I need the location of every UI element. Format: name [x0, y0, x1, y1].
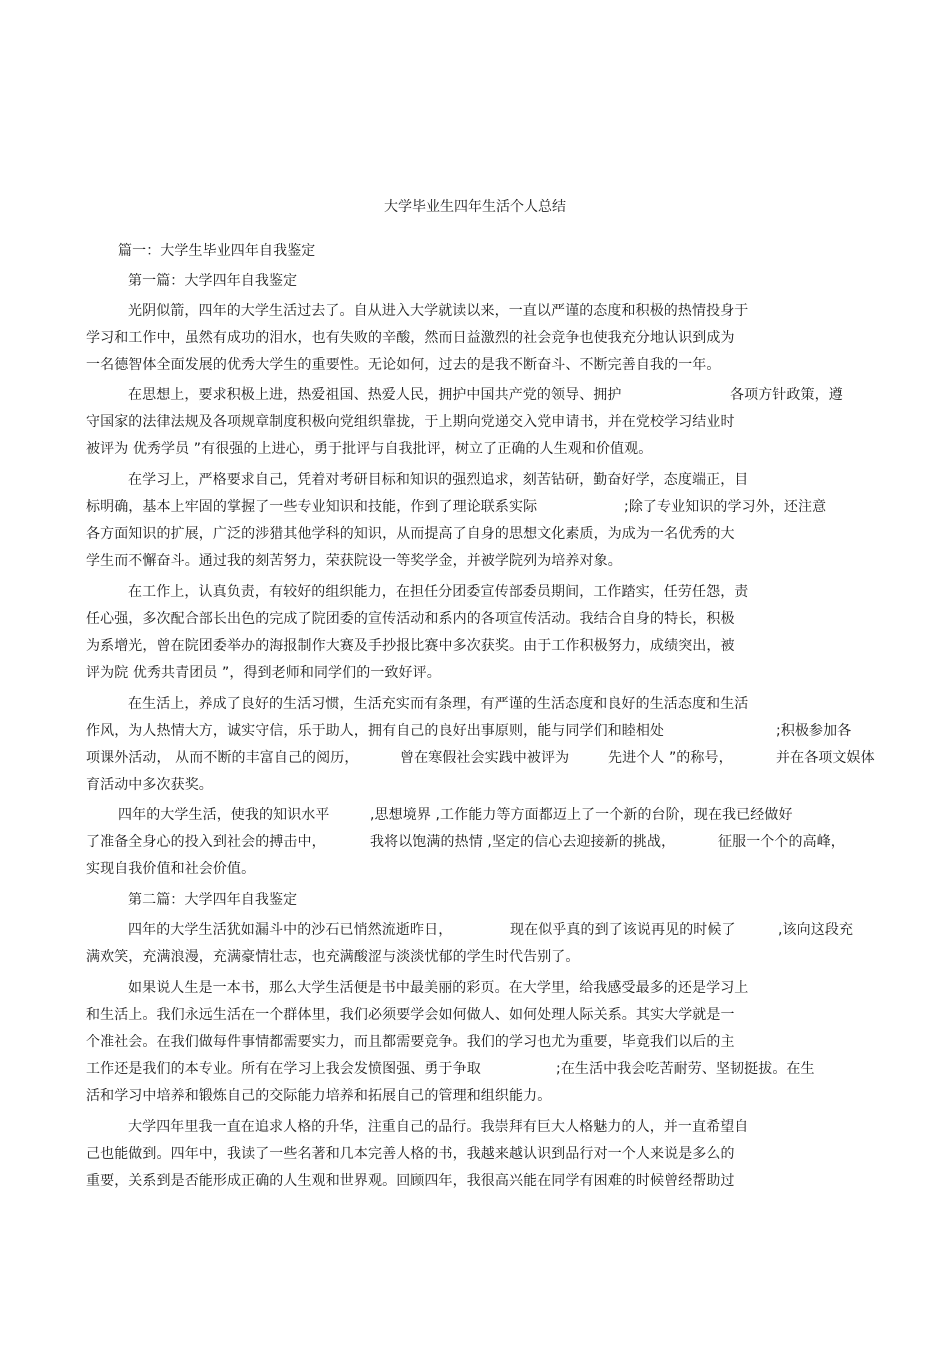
text-line: ;积极参加各 — [776, 723, 852, 739]
section-heading: 第一篇：大学四年自我鉴定 — [128, 273, 298, 289]
text-line: 为系增光，曾在院团委举办的海报制作大赛及手抄报比赛中多次获奖。由于工作积极努力，成绩突出，被 — [86, 638, 735, 654]
text-line: 工作还是我们的本专业。所有在学习上我会发愤图强、勇于争取 — [86, 1061, 481, 1077]
section-heading: 第二篇：大学四年自我鉴定 — [128, 892, 298, 908]
text-line: 满欢笑，充满浪漫，充满豪情壮志，也充满酸涩与淡淡忧郁的学生时代告别了。 — [86, 949, 580, 965]
text-line: ,思想境界 ,工作能力等方面都迈上了一个新的台阶，现在我已经做好 — [370, 807, 793, 823]
text-line: 标明确，基本上牢固的掌握了一些专业知识和技能，作到了理论联系实际 — [86, 499, 538, 515]
text-line: 先进个人 ”的称号， — [608, 750, 733, 766]
text-line: 如果说人生是一本书，那么大学生活便是书中最美丽的彩页。在大学里，给我感受最多的还是学习上 — [128, 980, 749, 996]
text-line: 项课外活动， 从而不断的丰富自己的阅历， — [86, 750, 359, 766]
text-line: 评为院 优秀共青团员 ”，得到老师和同学们的一致好评。 — [86, 665, 441, 681]
text-line: 在学习上，严格要求自己，凭着对考研目标和知识的强烈追求，刻苦钻研，勤奋好学，态度端正，目 — [128, 472, 749, 488]
text-line: 重要，关系到是否能形成正确的人生观和世界观。回顾四年，我很高兴能在同学有困难的时候曾经帮助过 — [86, 1173, 735, 1189]
text-line: 曾在寒假社会实践中被评为 — [400, 750, 570, 766]
part-heading: 篇一：大学生毕业四年自我鉴定 — [118, 243, 316, 259]
text-line: 大学四年里我一直在追求人格的升华，注重自己的品行。我崇拜有巨大人格魅力的人，并一直希望自 — [128, 1119, 749, 1135]
text-line: 作风，为人热情大方，诚实守信，乐于助人，拥有自己的良好出事原则，能与同学们和睦相处 — [86, 723, 665, 739]
text-line: 实现自我价值和社会价值。 — [86, 861, 256, 877]
text-line: 并在各项文娱体 — [776, 750, 875, 766]
text-line: 光阴似箭，四年的大学生活过去了。自从进入大学就读以来，一直以严谨的态度和积极的热情投身于 — [128, 303, 749, 319]
text-line: 守国家的法律法规及各项规章制度积极向党组织靠拢，于上期向党递交入党申请书，并在党校学习结业时 — [86, 414, 735, 430]
text-line: 学习和工作中，虽然有成功的泪水，也有失败的辛酸，然而日益激烈的社会竞争也使我充分地认识到成为 — [86, 330, 735, 346]
text-line: 四年的大学生活，使我的知识水平 — [118, 807, 330, 823]
text-line: 和生活上。我们永远生活在一个群体里，我们必须要学会如何做人、如何处理人际关系。其实大学就是一 — [86, 1007, 735, 1023]
text-line: 任心强，多次配合部长出色的完成了院团委的宣传活动和系内的各项宣传活动。我结合自身的特长，积极 — [86, 611, 735, 627]
text-line: 各项方针政策，遵 — [730, 387, 843, 403]
text-line: 征服一个个的高峰， — [718, 834, 845, 850]
text-line: 在工作上，认真负责，有较好的组织能力，在担任分团委宣传部委员期间，工作踏实，任劳任怨，责 — [128, 584, 749, 600]
text-line: 我将以饱满的热情 ,坚定的信心去迎接新的挑战， — [370, 834, 676, 850]
text-line: 己也能做到。四年中，我读了一些名著和几本完善人格的书，我越来越认识到品行对一个人来说是多么的 — [86, 1146, 735, 1162]
text-line: 一名德智体全面发展的优秀大学生的重要性。无论如何，过去的是我不断奋斗、不断完善自我的一年。 — [86, 357, 721, 373]
text-line: 了准备全身心的投入到社会的搏击中， — [86, 834, 326, 850]
text-line: 育活动中多次获奖。 — [86, 777, 213, 793]
text-line: ;在生活中我会吃苦耐劳、坚韧挺拔。在生 — [556, 1061, 815, 1077]
text-line: 个准社会。在我们做每件事情都需要实力，而且都需要竞争。我们的学习也尤为重要，毕竟我们以后的主 — [86, 1034, 735, 1050]
text-line: 四年的大学生活犹如漏斗中的沙石已悄然流逝昨日， — [128, 922, 453, 938]
text-line: 活和学习中培养和锻炼自己的交际能力培养和拓展自己的管理和组织能力。 — [86, 1088, 552, 1104]
text-line: 在思想上，要求积极上进，热爱祖国、热爱人民，拥护中国共产党的领导、拥护 — [128, 387, 622, 403]
document-title: 大学毕业生四年生活个人总结 — [384, 199, 566, 215]
text-line: 各方面知识的扩展，广泛的涉猎其他学科的知识，从而提高了自身的思想文化素质，为成为一名优秀的大 — [86, 526, 735, 542]
text-line: ,该向这段充 — [778, 922, 854, 938]
text-line: 被评为 优秀学员 ”有很强的上进心，勇于批评与自我批评，树立了正确的人生观和价值观。 — [86, 441, 653, 457]
text-line: 在生活上，养成了良好的生活习惯，生活充实而有条理，有严谨的生活态度和良好的生活态度和生活 — [128, 696, 749, 712]
text-line: ;除了专业知识的学习外，还注意 — [624, 499, 827, 515]
text-line: 学生而不懈奋斗。通过我的刻苦努力，荣获院设一等奖学金，并被学院列为培养对象。 — [86, 553, 622, 569]
text-line: 现在似乎真的到了该说再见的时候了 — [510, 922, 736, 938]
